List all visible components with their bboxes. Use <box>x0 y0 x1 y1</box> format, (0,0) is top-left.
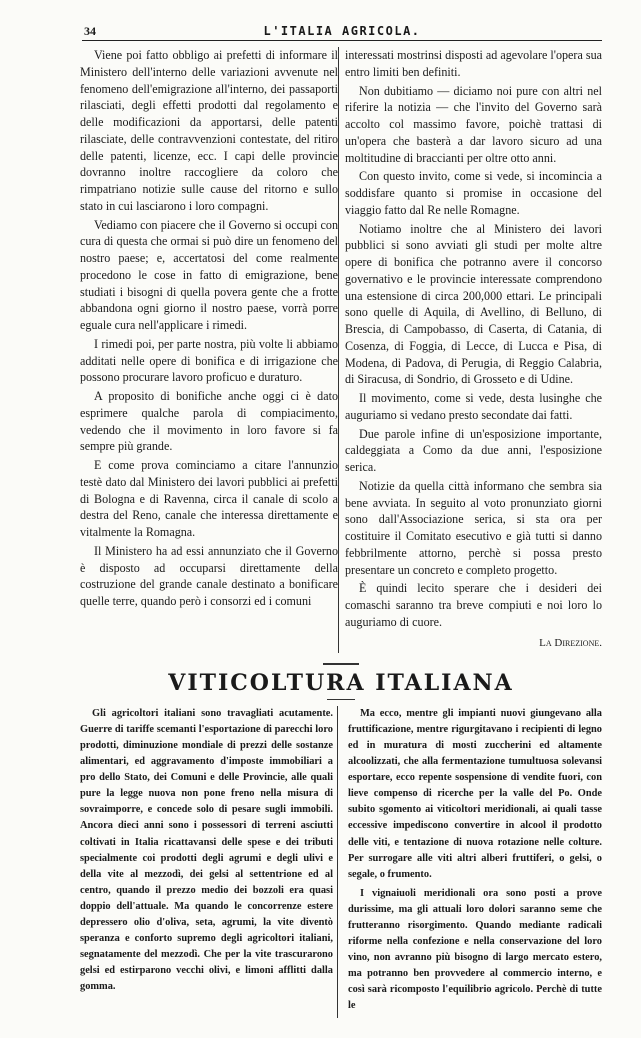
running-title: L'ITALIA AGRICOLA. <box>263 24 421 38</box>
paragraph: Con questo invito, come si vede, si incomincia a soddisfare quanto si promise in occasione del viaggio fatto dal Re nelle Romagne. <box>345 169 602 217</box>
title-rule <box>327 699 355 700</box>
signature: La Direzione. <box>539 636 602 649</box>
bottom-left-column <box>80 706 333 1018</box>
paragraph: Notiamo inoltre che al Ministero dei lavori pubblici si sono avviati gli studi per molte altre opere di bonifica che potranno avere il concorso governativo e le provincie interessate comprendono una estensione di circa 200,000 ettari. Le principali sono quelle di Aquila, di Avellino, di Belluno, di Brescia, di Campobasso, di Caserta, di Catania, di Cosenza, di Foggia, di Lecce, di Lucca e Pisa, di Modena, di Padova, di Perugia, di Reggio Calabria, di Siracusa, di Sondrio, di Grosseto e di Udine. <box>345 221 602 387</box>
bottom-article <box>80 706 602 1018</box>
paragraph: E come prova cominciamo a citare l'annunzio testè dato dal Ministero dei lavori pubblici ai prefetti di Bologna e di Ravenna, circa il canale di scolo a destra del Reno, canale che interessa direttamente e vitalmente la Romagna. <box>80 458 338 539</box>
paragraph: interessati mostrinsi disposti ad agevolare l'opera sua entro limiti ben definiti. <box>345 48 602 79</box>
paragraph: Vediamo con piacere che il Governo si occupi con cura di questa che ormai si può dire un fenomeno del nostro paese; e, accertatosi del come realmente procedono le cose in fatto di emigrazione, bene studiati i bisogni di quella povera gente che a frotte abbandona ogni giorno il nostro paese, vorrà porre eguale cura nell'applicare i rimedi. <box>80 217 338 332</box>
paragraph: Il movimento, come si vede, desta lusinghe che auguriamo si vedano presto secondate dai fatti. <box>345 391 602 422</box>
paragraph: A proposito di bonifiche anche oggi ci è dato esprimere qualche parola di compiacimento, vedendo che il movimento in loro favore si fa sempre più grande. <box>80 389 338 454</box>
paragraph: Non dubitiamo — diciamo noi pure con altri nel riferire la notizia — che l'invito del Governo sarà accolto col massimo favore, poichè trattasi di un'opera che basterà a dar lavoro sicuro ad una moltitudine di braccianti per oltre otto anni. <box>345 83 602 165</box>
paragraph: Due parole infine di un'esposizione importante, caldeggiata a Como da due anni, l'esposizione serica. <box>345 426 602 474</box>
article-title: VITICOLTURA ITALIANA <box>168 669 514 696</box>
paragraph: Gli agricoltori italiani sono travagliati acutamente. Guerre di tariffe scemanti l'esportazione di parecchi loro prodotti, diminuzione mondiale di prezzi delle sostanze alimentari, ed aggravamento d'imposte immobiliari a pro dello Stato, dei Comuni e delle Provincie, alle quali pure la legge nuova non pone freno nella misura di sovraimporre, e concede solo di pesare sugli immobili. Ancora dieci anni sono i possessori di terreni asciutti coltivati in Italia ricattavansi delle spese e dei tributi specialmente coi prodotti degli agrumi e degli ulivi e della vite al mezzodì, dei gelsi al settentrione ed al centro, quando il prezzo medio dei bozzoli era quasi doppio dell'attuale. Ma quando le concorrenze estere depressero olio d'oliva, seta, agrumi, la vite diventò speranza e conforto supremo degli agricoltori italiani, segnatamente del mezzodì. Che per la vite trascurarono gelsi ed estirparono vecchi olivi, e limoni afflitti dalla gomma. <box>80 707 333 993</box>
top-article <box>80 47 602 653</box>
page <box>80 0 602 1038</box>
top-right-column <box>338 47 602 653</box>
top-left-column <box>80 47 338 653</box>
paragraph: Ma ecco, mentre gli impianti nuovi giungevano alla fruttificazione, mentre rigurgitavano i recipienti di legno ed in muratura di mosti zuccherini ed altamente alcoolizzati, che alla fermentazione tumultuosa solevansi esportare, ecco repente sospensione di vendite fuori, con lieve compenso di ricerche per la valle del Po. Onde subito sgomento ai viticoltori meridionali, ai quali tasse eccessive impediscono convertire in alcool il prodotto delle viti, e tentazione di nuova rotazione nelle colture. Per surrogare alle viti altri alberi fruttiferi, o gelsi, o segale, o frumento. <box>348 707 602 880</box>
paragraph: Notizie da quella città informano che sembra sia bene avviata. In seguito al voto pronunziato giorni sono dall'Associazione serica, si sta ora per costituire il Comitato esecutivo e già tutti si danno febbrilmente attorno, perchè si possa presto presentare un concreto e completo progetto. <box>345 478 602 577</box>
paragraph: I vignaiuoli meridionali ora sono posti a prove durissime, ma gli attuali loro dolori saranno seme che frutteranno risorgimento. Quando mediante radicali riforme nella confezione e nella conservazione del loro vino, non avranno più bisogno di largo mercato estero, ma potranno ben provvedere al commercio interno, e così sarà ricomposto l'equilibrio agricolo. Perchè di tutte le <box>348 887 602 1012</box>
paragraph: I rimedi poi, per parte nostra, più volte li abbiamo additati nelle opere di bonifica e di irrigazione che possono procurare lavoro proficuo e duraturo. <box>80 336 338 385</box>
bottom-right-column <box>337 706 602 1018</box>
paragraph: Il Ministero ha ad essi annunziato che il Governo è disposto ad occuparsi direttamente della costruzione del grande canale destinato a bonificare quelle terre, quando però i consorzi ed i comuni <box>80 543 338 608</box>
section-rule <box>323 663 359 665</box>
page-header <box>82 20 602 41</box>
page-number: 34 <box>84 24 96 38</box>
paragraph: Viene poi fatto obbligo ai prefetti di informare il Ministero dell'interno delle variazioni avvenute nel fenomeno dell'emigrazione all'interno, dei passaporti rilasciati, degli effetti prodotti dal regolamento e delle modificazioni da apportarsi, delle patenti rilasciate, delle contravvenzioni contestate, del ritiro delle patenti, licenze, ecc. I capi delle provincie dovranno inoltre raccogliere da coloro che rimpatriano notizie sulle cause del ritorno e sullo stato in cui lasciarono i loro compagni. <box>80 48 338 213</box>
paragraph: È quindi lecito sperare che i desideri dei comaschi saranno tra breve compiuti e noi loro lo auguriamo di cuore. <box>345 581 602 629</box>
